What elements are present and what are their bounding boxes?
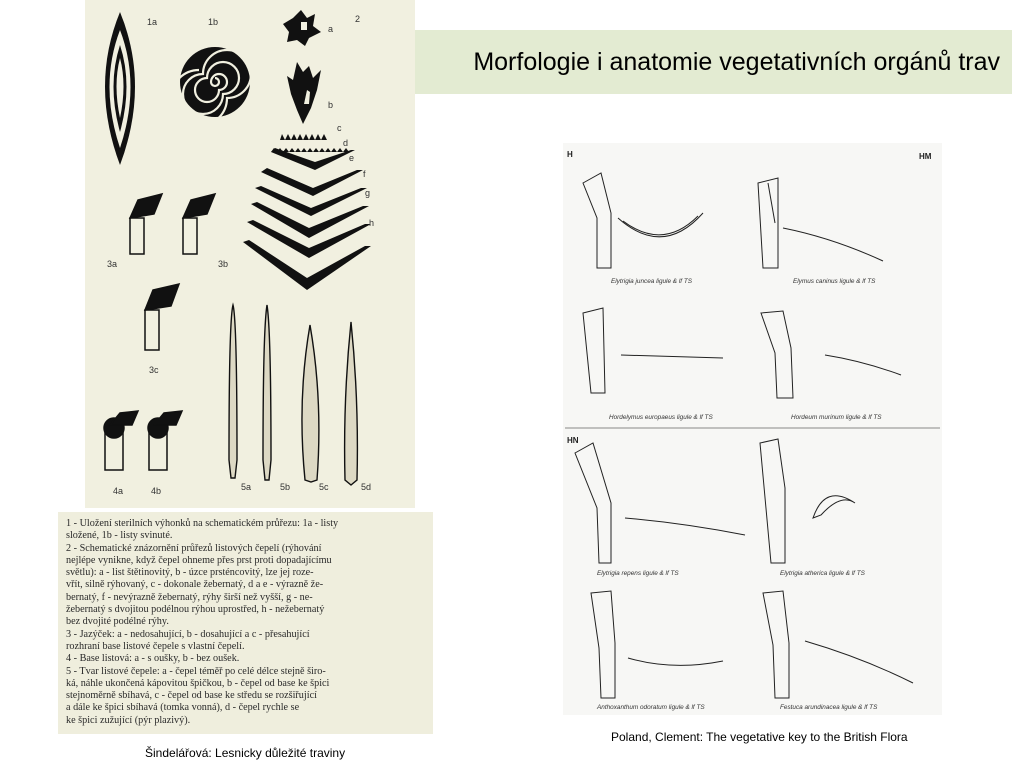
drawing-2b bbox=[287, 62, 321, 124]
drawing-3-ligules bbox=[104, 194, 215, 470]
legend-line: bez dvojité podélné rýhy. bbox=[66, 616, 169, 628]
legend-line: žebernatý s dvojitou podélnou rýhou uprostřed, h - nežebernatý bbox=[66, 604, 325, 616]
legend-line: 5 - Tvar listové čepele: a - čepel téměř po celé délce stejně širo- bbox=[66, 665, 326, 677]
species-label: Festuca arundinacea ligule & lf TS bbox=[780, 704, 878, 711]
legend-line: ke špici zužující (pýr plazivý). bbox=[66, 714, 191, 726]
label-1b: 1b bbox=[208, 17, 219, 27]
ligule-key-drawings bbox=[563, 143, 942, 715]
label-4b: 4b bbox=[151, 486, 162, 496]
section-label-hn: HN bbox=[567, 436, 579, 445]
label-3c: 3c bbox=[149, 365, 159, 375]
species-label: Hordeum murinum ligule & lf TS bbox=[791, 414, 882, 421]
grass-morphology-drawings bbox=[85, 0, 415, 508]
legend-line: ká, náhle ukončená kápovitou špičkou, b - čepel od base ke špici bbox=[66, 677, 330, 689]
label-2b: b bbox=[328, 100, 334, 110]
drawing-1b bbox=[171, 47, 251, 126]
label-2f: f bbox=[363, 169, 366, 179]
right-scanned-figure bbox=[563, 143, 942, 715]
species-label: Elytrigia atherica ligule & lf TS bbox=[780, 570, 865, 577]
label-2a: a bbox=[328, 24, 334, 34]
label-4a: 4a bbox=[113, 486, 124, 496]
legend-line: vřít, silně rýhovaný, c - dokonale žebernatý, d a e - výrazně že- bbox=[66, 579, 324, 591]
left-scanned-figure bbox=[85, 0, 415, 508]
label-5b: 5b bbox=[280, 482, 291, 492]
label-2d: d bbox=[343, 138, 349, 148]
species-label: Elytrigia juncea ligule & lf TS bbox=[611, 278, 692, 285]
section-label-hm: HM bbox=[919, 152, 932, 161]
species-label: Hordelymus europaeus ligule & lf TS bbox=[609, 414, 713, 421]
label-2e: e bbox=[349, 153, 355, 163]
species-label: Elymus caninus ligule & lf TS bbox=[793, 278, 876, 285]
legend-line: 1 - Uložení sterilních výhonků na schematickém průřezu: 1a - listy bbox=[66, 518, 339, 529]
legend-line: složené, 1b - listy svinuté. bbox=[66, 530, 173, 542]
source-caption-right: Poland, Clement: The vegetative key to the British Flora bbox=[611, 730, 908, 744]
label-5c: 5c bbox=[319, 482, 329, 492]
label-1a: 1a bbox=[147, 17, 158, 27]
label-2c: c bbox=[337, 123, 342, 133]
legend-line: rozhraní base listové čepele s vlastní čepelí. bbox=[66, 640, 245, 652]
legend-line: nejlépe vynikne, když čepel ohneme přes prst proti dopadajícímu bbox=[66, 554, 332, 566]
label-3a: 3a bbox=[107, 259, 118, 269]
drawing-5-blades bbox=[229, 305, 357, 485]
label-3b: 3b bbox=[218, 259, 229, 269]
source-caption-left: Šindelářová: Lesnicky důležité traviny bbox=[145, 746, 346, 760]
species-label: Anthoxanthum odoratum ligule & lf TS bbox=[597, 704, 705, 711]
legend-line: světlu): a - list štětinovitý, b - úzce prsténcovitý, lze jej roze- bbox=[66, 567, 314, 579]
label-5a: 5a bbox=[241, 482, 252, 492]
legend-line: a dále ke špici sbíhavá (tomka vonná), d - čepel rychle se bbox=[66, 702, 300, 714]
figure-legend bbox=[58, 512, 433, 734]
slide-title-bar bbox=[415, 30, 1012, 94]
species-label: Elytrigia repens ligule & lf TS bbox=[597, 570, 679, 577]
label-2: 2 bbox=[355, 14, 361, 24]
label-2g: g bbox=[365, 188, 371, 198]
legend-line: stejnoměrně sbíhavá, c - čepel od base ke středu se rozšiřující bbox=[66, 690, 317, 702]
section-label-h: H bbox=[567, 150, 573, 159]
slide-title: Morfologie i anatomie vegetativních orgánů trav bbox=[473, 47, 1000, 76]
legend-line: 4 - Base listová: a - s oušky, b - bez oušek. bbox=[66, 653, 240, 665]
legend-line: 3 - Jazýček: a - nedosahující, b - dosahující a c - přesahující bbox=[66, 628, 310, 640]
ligule-sketches bbox=[575, 173, 913, 698]
label-2h: h bbox=[369, 218, 375, 228]
drawing-1a bbox=[105, 12, 135, 165]
legend-line: 2 - Schematické znázornění průřezů listových čepelí (rýhování bbox=[66, 542, 322, 554]
legend-line: bernatý, f - nevýrazně žebernatý, rýhy širší než vyšší, g - ne- bbox=[66, 591, 313, 603]
label-5d: 5d bbox=[361, 482, 372, 492]
drawing-2a bbox=[283, 10, 321, 46]
